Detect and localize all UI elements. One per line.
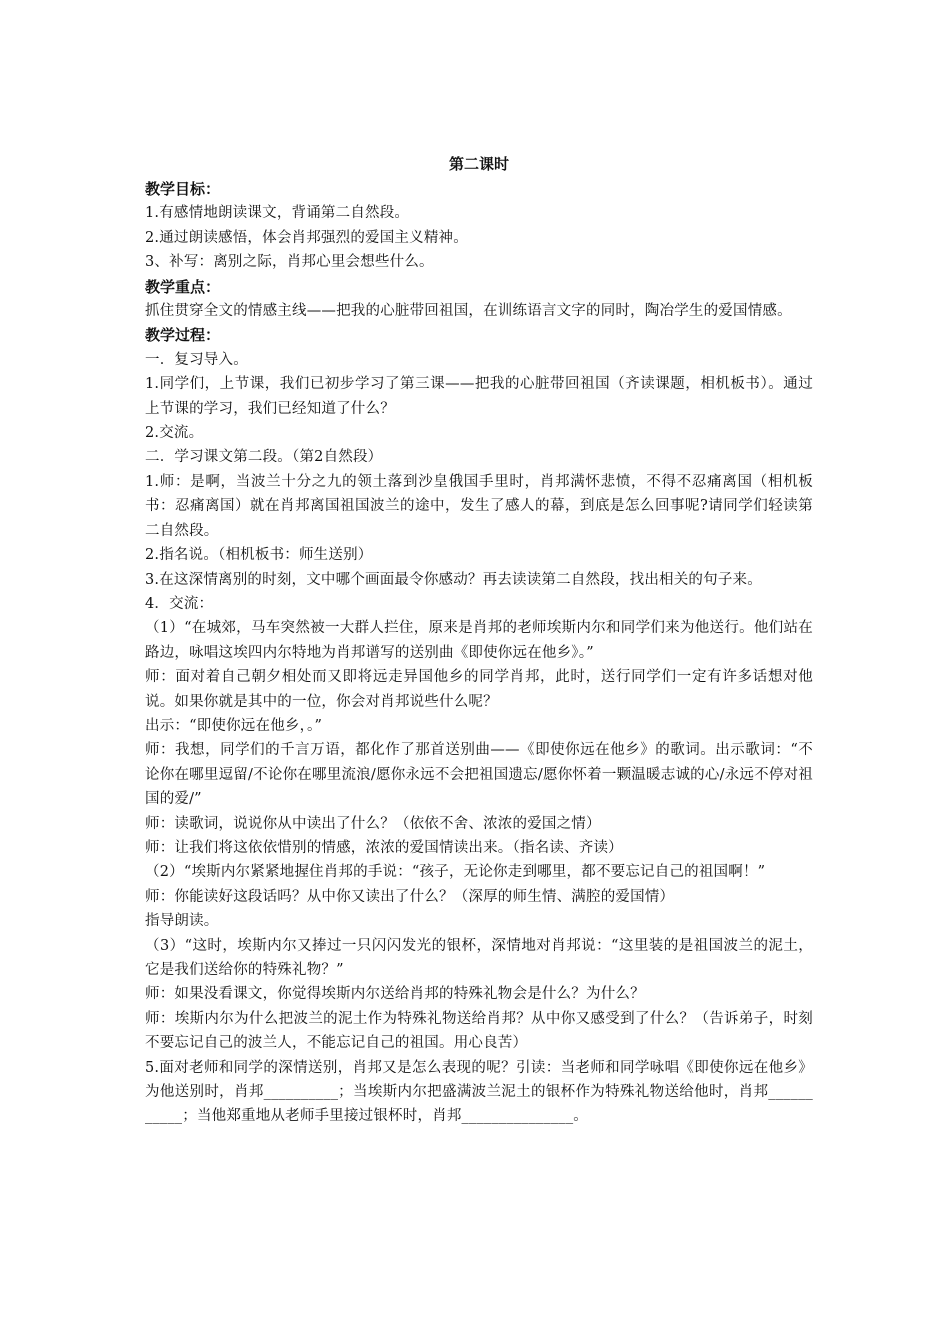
process-paragraph: （2）“埃斯内尔紧紧地握住肖邦的手说：“孩子，无论你走到哪里，都不要忘记自己的祖国啊！” bbox=[145, 864, 766, 881]
process-paragraph: 1.师：是啊，当波兰十分之九的领土落到沙皇俄国手里时，肖邦满怀悲愤，不得不忍痛离国（相机板书：忍痛离国）就在肖邦离国祖国波兰的途中，发生了感人的幕，到底是怎么回事呢?请同学们轻读第二自然段。 bbox=[145, 473, 813, 539]
objective-item: 1.有感情地朗读课文，背诵第二自然段。 bbox=[145, 205, 410, 222]
process-paragraph: 2.交流。 bbox=[145, 425, 204, 442]
process-paragraph: 出示：“即使你远在他乡，。” bbox=[145, 717, 323, 734]
focus-text: 抓住贯穿全文的情感主线——把我的心脏带回祖国，在训练语言文字的同时，陶冶学生的爱国情感。 bbox=[145, 303, 792, 320]
process-heading: 教学过程： bbox=[145, 326, 221, 345]
process-paragraph: 师：面对着自己朝夕相处而又即将远走异国他乡的同学肖邦，此时，送行同学们一定有许多话想对他说。如果你就是其中的一位，你会对肖邦说些什么呢？ bbox=[145, 669, 813, 710]
process-paragraph: 师：如果没看课文，你觉得埃斯内尔送给肖邦的特殊礼物会是什么？为什么？ bbox=[145, 986, 645, 1003]
process-paragraph: 1.同学们，上节课，我们已初步学习了第三课——把我的心脏带回祖国（齐读课题，相机板书）。通过上节课的学习，我们已经知道了什么？ bbox=[145, 376, 813, 417]
process-paragraph: 一．复习导入。 bbox=[145, 351, 248, 368]
objective-item: 3、补写：离别之际，肖邦心里会想些什么。 bbox=[145, 254, 434, 271]
process-paragraph: 指导朗读。 bbox=[145, 913, 219, 930]
process-paragraph: （3）“这时，埃斯内尔又捧过一只闪闪发光的银杯，深情地对肖邦说：“这里装的是祖国波兰的泥土，它是我们送给你的特殊礼物？” bbox=[145, 937, 813, 978]
process-paragraph: 4．交流： bbox=[145, 595, 214, 612]
process-paragraph: 师：埃斯内尔为什么把波兰的泥土作为特殊礼物送给肖邦？从中你又感受到了什么？（告诉弟子，时刻不要忘记自己的波兰人，不能忘记自己的祖国。用心良苦） bbox=[145, 1010, 813, 1052]
document-page bbox=[145, 153, 813, 1129]
process-paragraph: 师：你能读好这段话吗？从中你又读出了什么？（深厚的师生情、满腔的爱国情） bbox=[145, 888, 675, 905]
objectives-heading: 教学目标： bbox=[145, 180, 221, 198]
process-paragraph: 师：让我们将这依依惜别的情感，浓浓的爱国情读出来。（指名读、齐读） bbox=[145, 839, 623, 856]
process-paragraph: 二．学习课文第二段。（第2自然段） bbox=[145, 449, 383, 466]
focus-heading: 教学重点： bbox=[145, 277, 221, 296]
process-paragraph: 3.在这深情离别的时刻，文中哪个画面最令你感动？再去读读第二自然段，找出相关的句子来。 bbox=[145, 571, 762, 588]
process-paragraph: 2.指名说。（相机板书：师生送别） bbox=[145, 547, 373, 564]
page-title: 第二课时 bbox=[448, 155, 509, 173]
process-paragraph: 5.面对老师和同学的深情送别，肖邦又是怎么表现的呢？引读：当老师和同学咏唱《即使你远在他乡》为他送别时，肖邦__________；当埃斯内尔把盛满波兰泥土的银杯作为特殊礼物送给他时，肖邦___________；当他郑重地从老师手里接过银杯时，肖邦_______________。 bbox=[145, 1059, 813, 1125]
process-paragraph: 师：我想，同学们的千言万语，都化作了那首送别曲——《即使你远在他乡》的歌词。出示歌词：“不论你在哪里逗留/不论你在哪里流浪/愿你永远不会把祖国遗忘/愿你怀着一颗温暖志诚的心/永远不停对祖国的爱/” bbox=[145, 742, 813, 808]
process-paragraph: 师：读歌词，说说你从中读出了什么？（依依不舍、浓浓的爱国之情） bbox=[145, 815, 601, 832]
objective-item: 2.通过朗读感悟，体会肖邦强烈的爱国主义精神。 bbox=[145, 229, 468, 246]
process-paragraph: （1）“在城郊，马车突然被一大群人拦住，原来是肖邦的老师埃斯内尔和同学们来为他送行。他们站在路边，咏唱这埃四内尔特地为肖邦谱写的送别曲《即使你远在他乡》。” bbox=[145, 620, 813, 661]
